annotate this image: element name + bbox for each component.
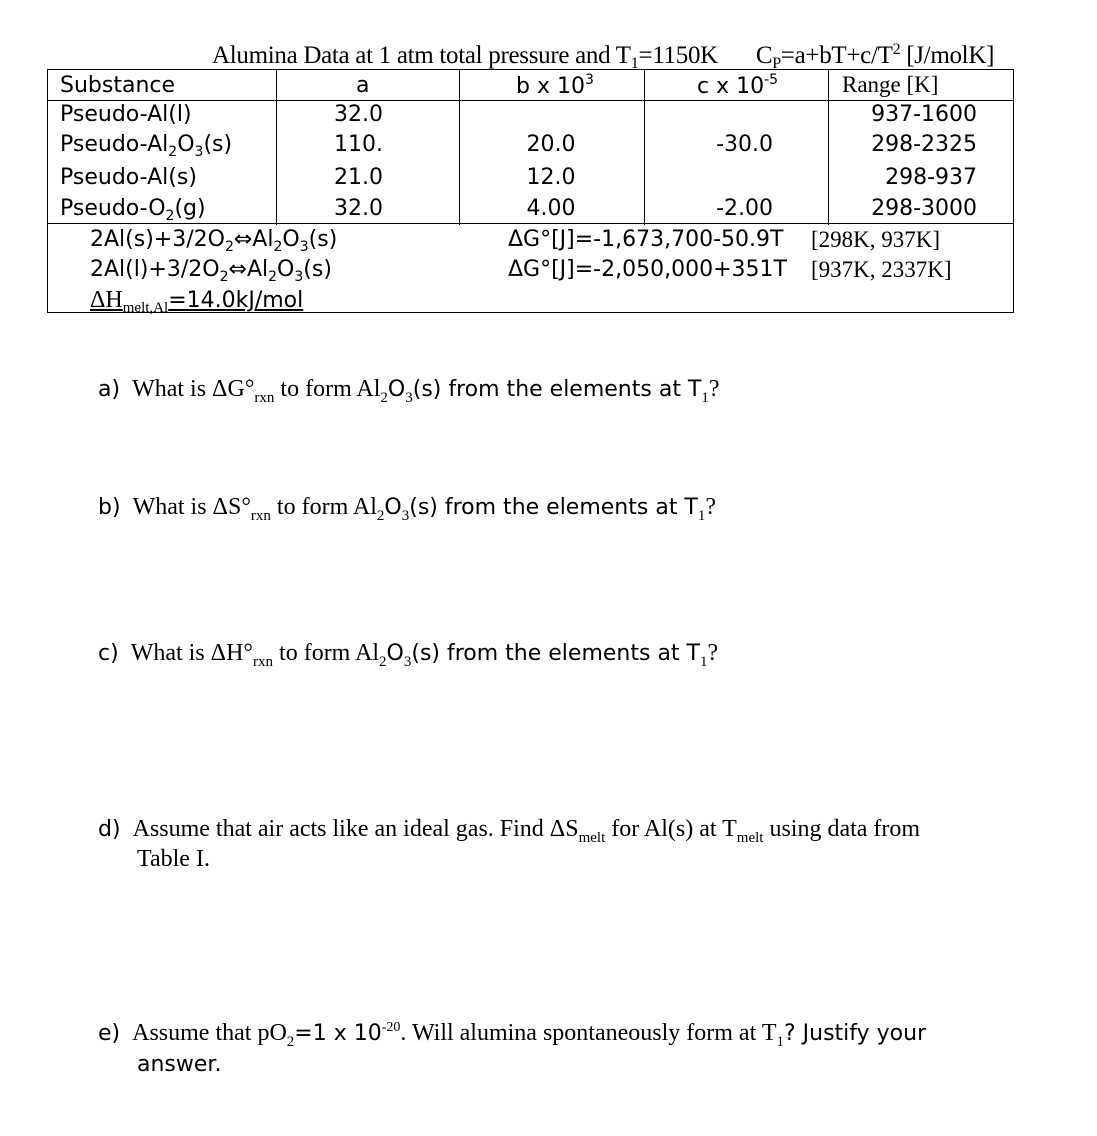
col-divider-3 bbox=[644, 69, 645, 225]
cp-formula: $C_P=a+bT+c/T^2$ [J/molK] bbox=[755, 41, 995, 72]
question-e-line2: answer. bbox=[137, 1052, 222, 1077]
row-a-value: 32.0 bbox=[334, 196, 383, 221]
row-substance: Pseudo-$O_2(g)$ bbox=[60, 196, 206, 224]
header-range: Range [K] bbox=[842, 72, 939, 97]
row-range-value: 937-1600 bbox=[871, 102, 977, 127]
reaction-equation: $2Al(l)+3/2O_2\Leftrightarrow Al_2O_3(s)$ bbox=[90, 257, 332, 285]
row-range-value: 298-3000 bbox=[871, 196, 977, 221]
question-a: a) What is $\Delta G^\circ_{rxn}$ to form $Al_2O_3(s)$ from the elements at $T_1$? bbox=[98, 376, 720, 406]
row-a-value: 110. bbox=[334, 132, 383, 157]
row-a-value: 32.0 bbox=[334, 102, 383, 127]
question-b: b) What is $\Delta S^\circ_{rxn}$ to form $Al_2O_3(s)$ from the elements at $T_1$? bbox=[98, 494, 717, 524]
reaction-gibbs-energy: ΔG°[J]=-1,673,700-50.9T bbox=[508, 227, 784, 252]
row-range-value: 298-937 bbox=[885, 165, 977, 190]
col-divider-1 bbox=[276, 69, 277, 225]
row-b-value: 12.0 bbox=[526, 165, 576, 190]
header-a: a bbox=[356, 73, 370, 98]
row-substance: Pseudo-Al(s) bbox=[60, 165, 197, 190]
row-b-value: 4.00 bbox=[526, 196, 576, 221]
col-divider-4 bbox=[828, 69, 829, 225]
question-d-line2: Table I. bbox=[137, 846, 210, 872]
row-a-value: 21.0 bbox=[334, 165, 383, 190]
question-e: e) Assume that $pO_2=1$ x $10^{-20}$. Will alumina spontaneously form at $T_1$? Justify your bbox=[98, 1020, 927, 1050]
header-b: b x $10^3$ bbox=[516, 72, 594, 99]
melt-enthalpy: $\Delta H_{melt,Al}=14.0kJ$/mol bbox=[90, 287, 304, 316]
header-substance: Substance bbox=[60, 73, 176, 98]
question-d: d) Assume that air acts like an ideal gas. Find $\Delta S_{melt}$ for Al(s) at $T_{melt}$ using data from bbox=[98, 816, 921, 846]
reaction-equation: $2Al(s)+3/2O_2\Leftrightarrow Al_2O_3(s)$ bbox=[90, 227, 338, 255]
row-substance: Pseudo-$Al_2O_3(s)$ bbox=[60, 132, 233, 160]
reaction-range: [937K, 2337K] bbox=[811, 257, 952, 282]
table-header-divider bbox=[47, 100, 1014, 101]
row-range-value: 298-2325 bbox=[871, 132, 977, 157]
row-substance: Pseudo-Al(l) bbox=[60, 102, 192, 127]
row-b-value: 20.0 bbox=[526, 132, 576, 157]
reaction-gibbs-energy: ΔG°[J]=-2,050,000+351T bbox=[508, 257, 787, 282]
col-divider-2 bbox=[459, 69, 460, 225]
row-c-value: -2.00 bbox=[716, 196, 773, 221]
question-c: c) What is $\Delta H^\circ_{rxn}$ to form $Al_2O_3(s)$ from the elements at $T_1$? bbox=[98, 640, 719, 670]
header-c: c x $10^{-5}$ bbox=[697, 72, 779, 99]
reaction-range: [298K, 937K] bbox=[811, 227, 941, 252]
row-c-value: -30.0 bbox=[716, 132, 773, 157]
table-caption: Alumina Data at 1 atm total pressure and $T_1=1150K$ $C_P=a+bT+c/T^2$ [J/molK] bbox=[212, 41, 995, 72]
